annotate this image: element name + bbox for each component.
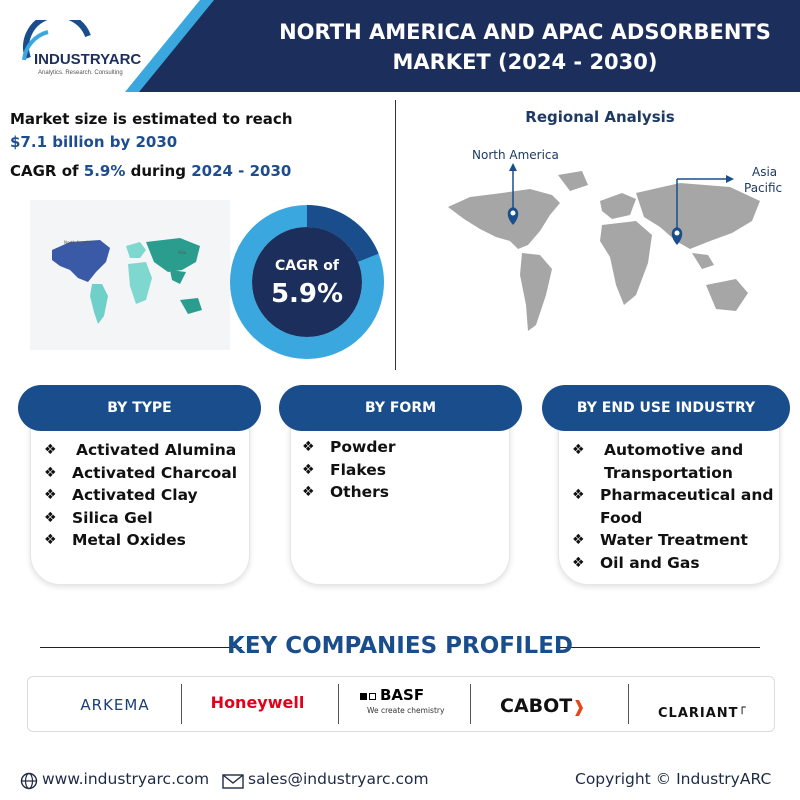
- clariant-mark-icon: ┌: [738, 700, 747, 714]
- basf-wordmark: BASF: [380, 686, 425, 704]
- logo-separator: [470, 684, 471, 724]
- list-item: ❖ Oil and Gas: [558, 552, 790, 575]
- donut-label: CAGR of: [275, 258, 339, 274]
- list-item: ❖ Others: [288, 481, 518, 504]
- clariant-wordmark: CLARIANT: [658, 706, 739, 721]
- form-list: [288, 436, 518, 504]
- list-item: ❖ Silica Gel: [30, 507, 260, 530]
- logo-separator: [628, 684, 629, 724]
- globe-icon: [20, 772, 38, 790]
- na-pointer-arrow: [509, 163, 517, 171]
- cabot-mark-icon: ❱: [572, 697, 586, 716]
- label-pacific: Pacific: [744, 181, 783, 195]
- type-list: [30, 439, 260, 552]
- logo-separator: [181, 684, 182, 724]
- copyright-text: Copyright © IndustryARC: [575, 770, 772, 788]
- section-divider: [395, 100, 396, 370]
- cagr-value: 5.9%: [83, 162, 126, 180]
- list-item: ❖ Flakes: [288, 459, 518, 482]
- list-item: ❖ Water Treatment: [558, 529, 790, 552]
- list-item: ❖ Activated Charcoal: [30, 462, 260, 485]
- key-companies-title: KEY COMPANIES PROFILED: [227, 633, 573, 659]
- by-form-header: BY FORM: [279, 385, 522, 431]
- cagr-prefix: CAGR of: [10, 162, 84, 180]
- list-item: ❖ Pharmaceutical and Food: [558, 484, 790, 529]
- mini-map-label-ap: Asia: [178, 250, 187, 255]
- market-size-value: $7.1 billion by 2030: [10, 133, 178, 151]
- arkema-logo: ARKEMA: [80, 696, 150, 714]
- world-map: [440, 145, 790, 345]
- list-item: ❖ Metal Oxides: [30, 529, 260, 552]
- donut-value: 5.9%: [270, 279, 344, 309]
- by-end-use-header: BY END USE INDUSTRY: [542, 385, 790, 431]
- honeywell-logo: Honeywell: [210, 693, 305, 712]
- page-title-line1: NORTH AMERICA AND APAC ADSORBENTS: [279, 20, 771, 44]
- end-use-list: [558, 439, 790, 574]
- cagr-period: 2024 - 2030: [191, 162, 292, 180]
- market-size-text: Market size is estimated to reach: [10, 110, 293, 128]
- cabot-logo: [500, 695, 610, 717]
- basf-tagline: We create chemistry: [367, 706, 445, 715]
- label-asia: Asia: [752, 165, 778, 179]
- mini-map-label-na: North America: [64, 240, 93, 245]
- list-item: ❖ Automotive and Transportation: [558, 439, 790, 484]
- basf-logo: [360, 686, 460, 704]
- logo-tagline: Analytics. Research. Consulting: [38, 70, 123, 76]
- list-item: ❖ Powder: [288, 436, 518, 459]
- ap-pointer-arrow: [726, 175, 734, 183]
- cagr-mid: during: [125, 162, 192, 180]
- label-north-america: North America: [472, 148, 559, 162]
- website-link[interactable]: www.industryarc.com: [42, 770, 210, 788]
- mini-world-map: [30, 200, 230, 350]
- cabot-wordmark: CABOT: [500, 695, 573, 717]
- cagr-donut: [228, 203, 386, 361]
- logo-wordmark: INDUSTRYARC: [34, 51, 142, 68]
- logo-separator: [338, 684, 339, 724]
- email-link[interactable]: sales@industryarc.com: [248, 770, 429, 788]
- list-item: ❖ Activated Clay: [30, 484, 260, 507]
- page-title-line2: MARKET (2024 - 2030): [392, 50, 658, 74]
- cagr-statement: [10, 162, 291, 180]
- mail-icon: [222, 774, 244, 789]
- by-type-header: BY TYPE: [18, 385, 261, 431]
- list-item: ❖ Activated Alumina: [30, 439, 260, 462]
- clariant-logo: [658, 700, 768, 721]
- industryarc-logo: [18, 20, 168, 80]
- regional-analysis-title: Regional Analysis: [525, 108, 675, 126]
